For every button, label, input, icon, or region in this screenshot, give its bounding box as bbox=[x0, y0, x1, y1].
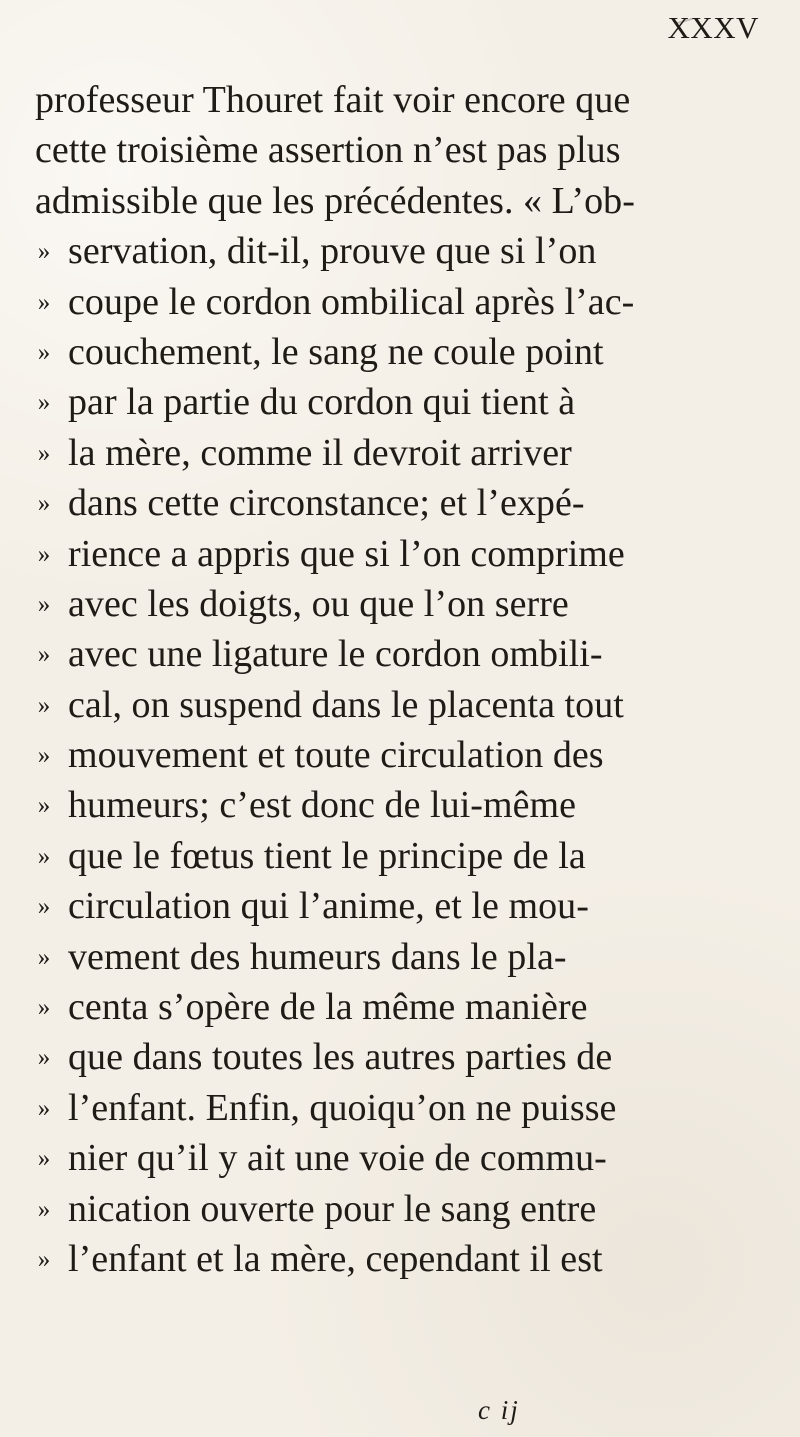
quote-marker: » bbox=[37, 994, 51, 1022]
line-text: vement des humeurs dans le pla- bbox=[68, 935, 567, 978]
quote-line bbox=[35, 1133, 770, 1183]
line-text: professeur Thouret fait voir encore que bbox=[35, 79, 631, 121]
quote-marker: » bbox=[37, 288, 51, 316]
quote-marker: » bbox=[37, 641, 51, 669]
line-text: avec les doigts, ou que l’on serre bbox=[68, 582, 569, 625]
quote-marker: » bbox=[37, 943, 51, 971]
quote-marker: » bbox=[37, 439, 51, 467]
quote-line bbox=[35, 579, 770, 629]
quote-line bbox=[35, 377, 770, 427]
quote-line bbox=[35, 881, 770, 931]
line-text: que le fœtus tient le principe de la bbox=[68, 834, 586, 877]
line-text: dans cette circonstance; et l’expé- bbox=[68, 482, 585, 525]
line-text: cal, on suspend dans le placenta tout bbox=[68, 683, 624, 726]
quote-marker: » bbox=[37, 338, 51, 366]
quote-marker: » bbox=[37, 742, 51, 770]
quote-line bbox=[35, 1234, 770, 1284]
quote-line bbox=[35, 680, 770, 730]
quote-line bbox=[35, 529, 770, 579]
quote-line bbox=[35, 730, 770, 780]
line-text: couchement, le sang ne coule point bbox=[68, 330, 604, 373]
quote-marker: » bbox=[37, 691, 51, 719]
line-text: rience a appris que si l’on comprime bbox=[68, 532, 625, 575]
quote-line bbox=[35, 932, 770, 982]
quote-marker: » bbox=[37, 842, 51, 870]
quote-line bbox=[35, 478, 770, 528]
document-body bbox=[35, 75, 770, 1284]
line-text: coupe le cordon ombilical après l’ac- bbox=[68, 280, 635, 323]
line-text: cette troisième assertion n’est pas plus bbox=[35, 129, 621, 172]
quote-marker: » bbox=[37, 1094, 51, 1122]
quote-line bbox=[35, 831, 770, 881]
page-signature: c ij bbox=[478, 1395, 520, 1425]
quote-marker: » bbox=[37, 490, 51, 518]
line-text: circulation qui l’anime, et le mou- bbox=[68, 885, 589, 928]
line-text: humeurs; c’est donc de lui-même bbox=[68, 784, 577, 827]
quote-marker: » bbox=[37, 1245, 51, 1273]
quote-marker: » bbox=[37, 1145, 51, 1173]
page-number: XXXV bbox=[667, 10, 759, 45]
quote-line bbox=[35, 982, 770, 1032]
line-text: avec une ligature le cordon ombili- bbox=[68, 633, 603, 676]
line-text: mouvement et toute circulation des bbox=[68, 734, 604, 777]
text-line bbox=[35, 75, 770, 125]
quote-line bbox=[35, 428, 770, 478]
quote-marker: » bbox=[37, 590, 51, 618]
line-text: que dans toutes les autres parties de bbox=[68, 1036, 613, 1079]
quote-line bbox=[35, 226, 770, 276]
line-text: par la partie du cordon qui tient à bbox=[68, 381, 576, 424]
quote-marker: » bbox=[37, 389, 51, 417]
quote-marker: » bbox=[37, 792, 51, 820]
quote-marker: » bbox=[37, 1044, 51, 1072]
line-text: nication ouverte pour le sang entre bbox=[68, 1187, 597, 1230]
quote-marker: » bbox=[37, 893, 51, 921]
line-text: l’enfant. Enfin, quoiqu’on ne puisse bbox=[68, 1086, 617, 1129]
quote-marker: » bbox=[37, 238, 51, 266]
text-line bbox=[35, 176, 770, 226]
line-text: nier qu’il y ait une voie de commu- bbox=[68, 1137, 607, 1180]
text-line bbox=[35, 125, 770, 175]
quote-line bbox=[35, 780, 770, 830]
quote-marker: » bbox=[37, 540, 51, 568]
line-text: admissible que les précédentes. « L’ob- bbox=[35, 179, 635, 222]
line-text: servation, dit-il, prouve que si l’on bbox=[68, 230, 597, 273]
quote-line bbox=[35, 327, 770, 377]
line-text: la mère, comme il devroit arriver bbox=[68, 431, 572, 474]
line-text: centa s’opère de la même manière bbox=[68, 986, 588, 1029]
line-text: l’enfant et la mère, cependant il est bbox=[68, 1237, 603, 1280]
quote-marker: » bbox=[37, 1195, 51, 1223]
quote-line bbox=[35, 1032, 770, 1082]
quote-line bbox=[35, 1083, 770, 1133]
quote-line bbox=[35, 277, 770, 327]
quote-line bbox=[35, 629, 770, 679]
quote-line bbox=[35, 1184, 770, 1234]
